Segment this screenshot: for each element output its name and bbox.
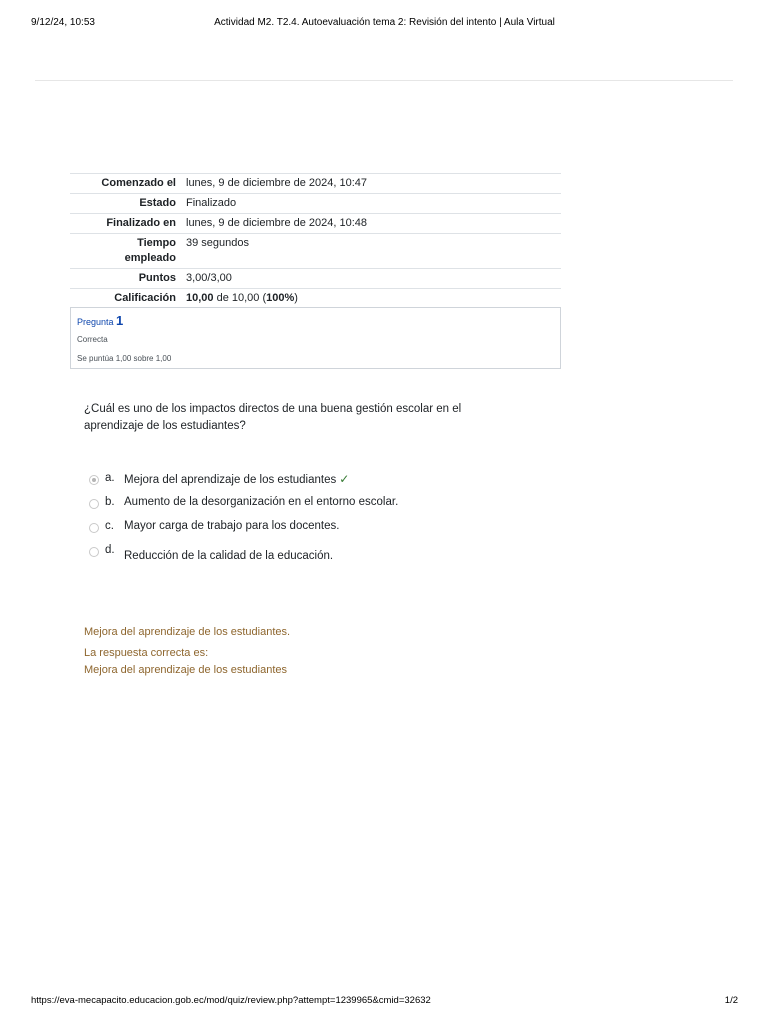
- summary-row-time: [70, 234, 561, 269]
- grade-score: 10,00: [186, 292, 214, 304]
- question-state: Correcta: [77, 335, 108, 344]
- summary-row-points: [70, 269, 561, 289]
- feedback-box: [84, 624, 564, 679]
- answer-text-value: Mejora del aprendizaje de los estudiantes: [124, 474, 337, 486]
- answer-letter: c.: [105, 520, 114, 532]
- points-value: 3,00/3,00: [186, 272, 232, 284]
- finished-label: Finalizado en: [106, 217, 176, 229]
- time-value: 39 segundos: [186, 237, 249, 249]
- answer-letter: d.: [105, 544, 115, 556]
- time-label-line2: empleado: [124, 252, 176, 264]
- grade-value: [182, 289, 561, 309]
- grade-max: de 10,00 (: [213, 292, 267, 304]
- question-info-box: [70, 307, 561, 369]
- check-icon: ✓: [339, 472, 350, 486]
- print-header: [31, 17, 738, 31]
- answer-text: Aumento de la desorganización en el entorno escolar.: [124, 496, 399, 508]
- grade-close: ): [294, 292, 298, 304]
- print-page-number: 1/2: [724, 995, 738, 1006]
- summary-row-finished: [70, 214, 561, 234]
- started-label: Comenzado el: [101, 177, 176, 189]
- radio-icon[interactable]: [89, 523, 99, 533]
- answer-letter: a.: [105, 472, 115, 484]
- answer-letter: b.: [105, 496, 115, 508]
- time-label: [70, 234, 182, 269]
- time-label-line1: Tiempo: [137, 237, 176, 249]
- radio-icon[interactable]: [89, 499, 99, 509]
- specific-feedback: Mejora del aprendizaje de los estudiantes.: [84, 626, 291, 638]
- print-footer: [31, 995, 738, 1009]
- summary-row-grade: [70, 289, 561, 309]
- finished-value: lunes, 9 de diciembre de 2024, 10:48: [186, 217, 368, 229]
- right-answer: Mejora del aprendizaje de los estudiantes: [84, 664, 288, 676]
- answer-text: [124, 472, 349, 486]
- question-number: [77, 313, 554, 330]
- started-value: lunes, 9 de diciembre de 2024, 10:47: [186, 177, 368, 189]
- question-grade: Se puntúa 1,00 sobre 1,00: [77, 354, 172, 363]
- print-url: https://eva-mecapacito.educacion.gob.ec/mod/quiz/review.php?attempt=1239965&cmid=32632: [31, 995, 431, 1006]
- state-value: Finalizado: [186, 197, 237, 209]
- radio-icon[interactable]: [89, 547, 99, 557]
- attempt-summary-table: [70, 173, 561, 309]
- summary-row-started: [70, 174, 561, 194]
- grade-label: Calificación: [114, 292, 176, 304]
- question-number-value: 1: [116, 313, 124, 328]
- right-answer-label: La respuesta correcta es:: [84, 647, 209, 659]
- question-text: ¿Cuál es uno de los impactos directos de una buena gestión escolar en el aprendizaje de los estudiantes?: [84, 403, 462, 432]
- answer-text: Mayor carga de trabajo para los docentes.: [124, 520, 340, 532]
- print-page-title: Actividad M2. T2.4. Autoevaluación tema 2: Revisión del intento | Aula Virtual: [214, 17, 555, 28]
- summary-row-state: [70, 194, 561, 214]
- radio-selected-icon[interactable]: [89, 475, 99, 485]
- state-label: Estado: [139, 197, 176, 209]
- question-number-label: Pregunta: [77, 317, 117, 327]
- answer-text: Reducción de la calidad de la educación.: [124, 550, 334, 562]
- grade-percent: 100%: [266, 292, 295, 304]
- points-label: Puntos: [138, 272, 176, 284]
- print-datetime: 9/12/24, 10:53: [31, 17, 95, 28]
- header-divider: [35, 80, 733, 81]
